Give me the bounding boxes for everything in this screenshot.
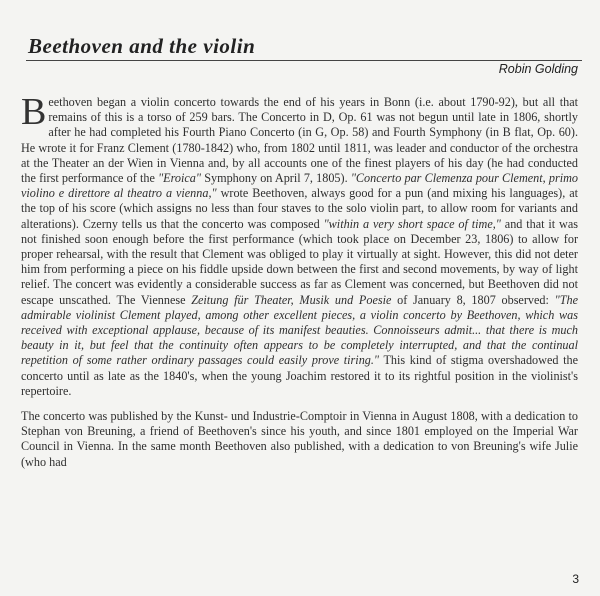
italic-run: "Eroica" (158, 171, 202, 186)
text-run: of January 8, 1807 observed: (391, 292, 555, 307)
drop-cap: B (21, 91, 47, 133)
text-run: and that it was not finished soon enough before the first performance (which took place on December 23, 1806) to allow for proper rehearsal, with the result that Clement was obliged to play it virtually at sight. However, this did not deter him from performing a piece on his fiddle upside down between the first and second movements, by way of light relief. The concert was evidently a considerable success as far as Clement was concerned, but Beethoven did not escape unscathed. The Viennese (21, 216, 578, 307)
paragraph-1 (21, 91, 579, 399)
text-run: This kind of stigma overshadowed the concerto until as late as the 1840's, when the young Joachim restored it to its rightful position in the violinist's repertoire. (21, 353, 578, 398)
italic-run: "within a very short space of time," (323, 216, 501, 231)
text-run: wrote Beethoven, always good for a pun (and mixing his languages), at the top of his score (which assigns no less than four staves to the solo violin part, to allow room for variants and alterations). Czerny tells us that the concerto was composed (21, 186, 579, 231)
text-run: Symphony on April 7, 1805). (201, 171, 351, 186)
article-title: Beethoven and the violin (28, 34, 256, 58)
italic-run: "The admirable violinist Clement played, among other excellent pieces, a violin concerto by Beethoven, which was received with exceptional applause, because of its manifest beauties. Connoisseurs admit... that there is much beauty in it, but feel that the continuity often appears to be completely interrupted, and that the continual repetition of some rather ordinary passages could easily prove tiring." (21, 292, 579, 368)
page-number: 3 (572, 572, 579, 586)
italic-run: Zeitung für Theater, Musik und Poesie (191, 292, 392, 307)
text-run: eethoven began a violin concerto towards the end of his years in Bonn (i.e. about 1790-92), but all that remains of this is a torso of 259 bars. The Concerto in D, Op. 61 was not begun until late in 1806, shortly after he had completed his Fourth Piano Concerto (in G, Op. 58) and Fourth Symphony (in B flat, Op. 60). He wrote it for Franz Clement (1780-1842) who, from 1802 until 1811, was leader and conductor of the orchestra at the Theater an der Wien in Vienna and, by all accounts one of the finest players of his day (he had conducted the first performance of the (21, 95, 578, 186)
italic-run: "Concerto par Clemenza pour Clement, primo violino e direttore al theatro a vienna," (21, 171, 579, 201)
article-body (21, 91, 579, 470)
author-name: Robin Golding (498, 62, 578, 76)
paragraph-2: The concerto was published by the Kunst- und Industrie-Comptoir in Vienna in August 1808, with a dedication to Stephan von Breuning, a friend of Beethoven's since his youth, and since 1801 employed on the Imperial War Council in Vienna. In the same month Beethoven also published, with a dedication to von Breuning's wife Julie (who had (21, 409, 578, 469)
